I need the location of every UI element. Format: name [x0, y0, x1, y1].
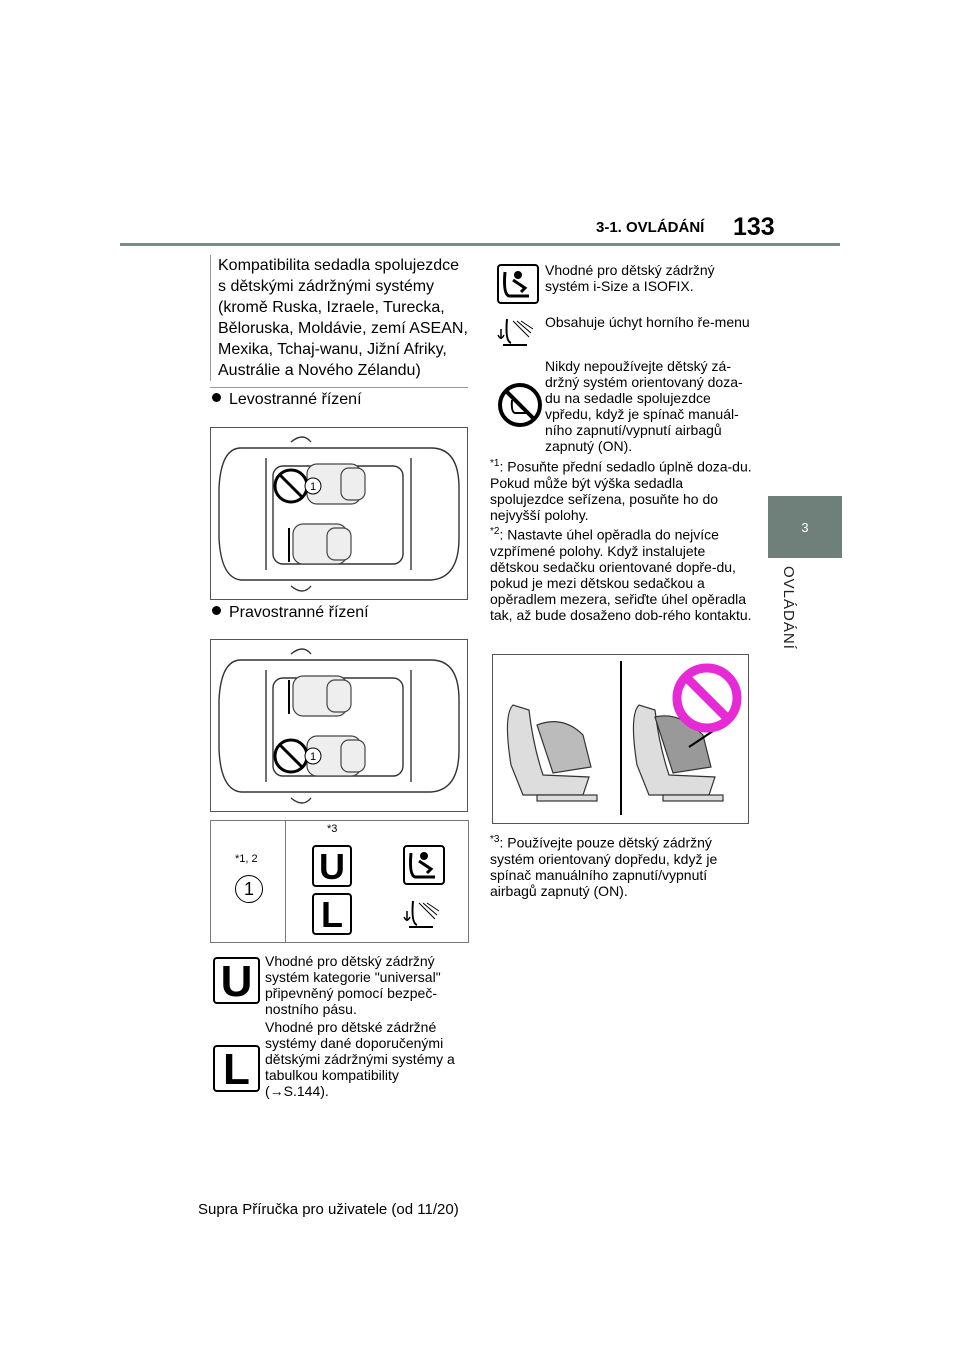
chapter-tab: 3 [768, 496, 842, 558]
legend-l-text: Vhodné pro dětské zádržné systémy dané doporučenými dětskými zádržnými systémy a tabulkou kompatibility (→S.144). [265, 1019, 455, 1099]
bullet-icon [212, 606, 221, 615]
footer-text: Supra Příručka pro uživatele (od 11/20) [198, 1201, 459, 1218]
legend-prohibition-icon [497, 382, 543, 428]
table-divider [285, 821, 286, 942]
note-1-mark: *1 [490, 458, 500, 469]
note-3-mark: *3 [490, 834, 500, 845]
note-2-mark: *2 [490, 526, 500, 537]
legend-u-icon: U [213, 957, 260, 1004]
note-2 [490, 524, 752, 623]
legend-isofix-icon [497, 264, 539, 304]
legend-tether-text: Obsahuje úchyt horního ře-menu [545, 314, 750, 330]
note-3 [490, 832, 752, 899]
legend-tether-icon [497, 311, 539, 351]
note-1 [490, 456, 752, 523]
legend-isofix-text: Vhodné pro dětský zádržný systém i-Size a ISOFIX. [545, 262, 715, 294]
note-1-text: : Posuňte přední sedadlo úplně doza-du. Pokud může být výška sedadla spolujezdce seřízena, posuňte ho do nejvyšší polohy. [490, 458, 752, 523]
legend-prohibition-text: Nikdy nepoužívejte dětský zá-držný systém orientovaný doza-du na sedadle spolujezdce vpředu, když je spínač manuál-ního zapnutí/vypnutí airbagů zapnutý (ON). [545, 358, 743, 454]
i-size-isofix-icon [403, 845, 445, 885]
lhd-car-diagram [210, 427, 468, 600]
legend-l-icon: L [213, 1045, 260, 1092]
seat-illustration-svg [493, 655, 748, 823]
legend-u-text: Vhodné pro dětský zádržný systém kategorie "universal" připevněný pomocí bezpeč-nostního pásu. [265, 953, 441, 1017]
heading-rule [210, 387, 468, 388]
lhd-bullet [212, 391, 362, 409]
page-number: 133 [733, 213, 775, 241]
semi-universal-l-icon: L [312, 893, 352, 935]
header-rule [120, 243, 840, 246]
note-3-text: : Používejte pouze dětský zádržný systém orientovaný dopředu, když je spínač manuálního zapnutí/vypnutí airbagů zapnutý (ON). [490, 834, 718, 899]
top-tether-icon [403, 893, 445, 933]
compatibility-heading-box [210, 255, 468, 388]
car-top-view-lhd [211, 428, 467, 599]
lhd-label: Levostranné řízení [229, 391, 362, 408]
section-title: 3-1. OVLÁDÁNÍ [596, 219, 705, 236]
note-2-text: : Nastavte úhel opěradla do nejvíce vzpřímené polohy. Když instalujete dětskou sedačku orientované dopře-du, pokud je mezi dětskou sedačkou a opěradlem mezera, seřiďte úhel opěradla tak, až bude dosaženo dob-rého kontaktu. [490, 526, 752, 623]
seat-angle-illustration [492, 654, 749, 824]
compatibility-heading: Kompatibilita sedadla spolujezdce s dětskými zádržnými systémy (kromě Ruska, Izraele, Turecka, Běloruska, Moldávie, zemí ASEAN, Mexika, Tchaj-wanu, Jižní Afriky, Austrálie a Nového Zélandu) [210, 255, 468, 381]
seat-number-circle: 1 [235, 875, 263, 903]
car-top-view-rhd [211, 640, 467, 811]
rhd-bullet [212, 604, 369, 622]
compatibility-table [210, 820, 469, 943]
chapter-side-label: OVLÁDÁNÍ [780, 566, 797, 650]
seat-number-lhd: 1 [309, 481, 317, 493]
bullet-icon [212, 393, 221, 402]
universal-u-icon: U [312, 845, 352, 887]
col2-note: *3 [327, 823, 338, 835]
seat-number-rhd: 1 [309, 751, 317, 763]
rhd-label: Pravostranné řízení [229, 604, 369, 621]
col1-note: *1, 2 [235, 853, 258, 865]
rhd-car-diagram [210, 639, 468, 812]
